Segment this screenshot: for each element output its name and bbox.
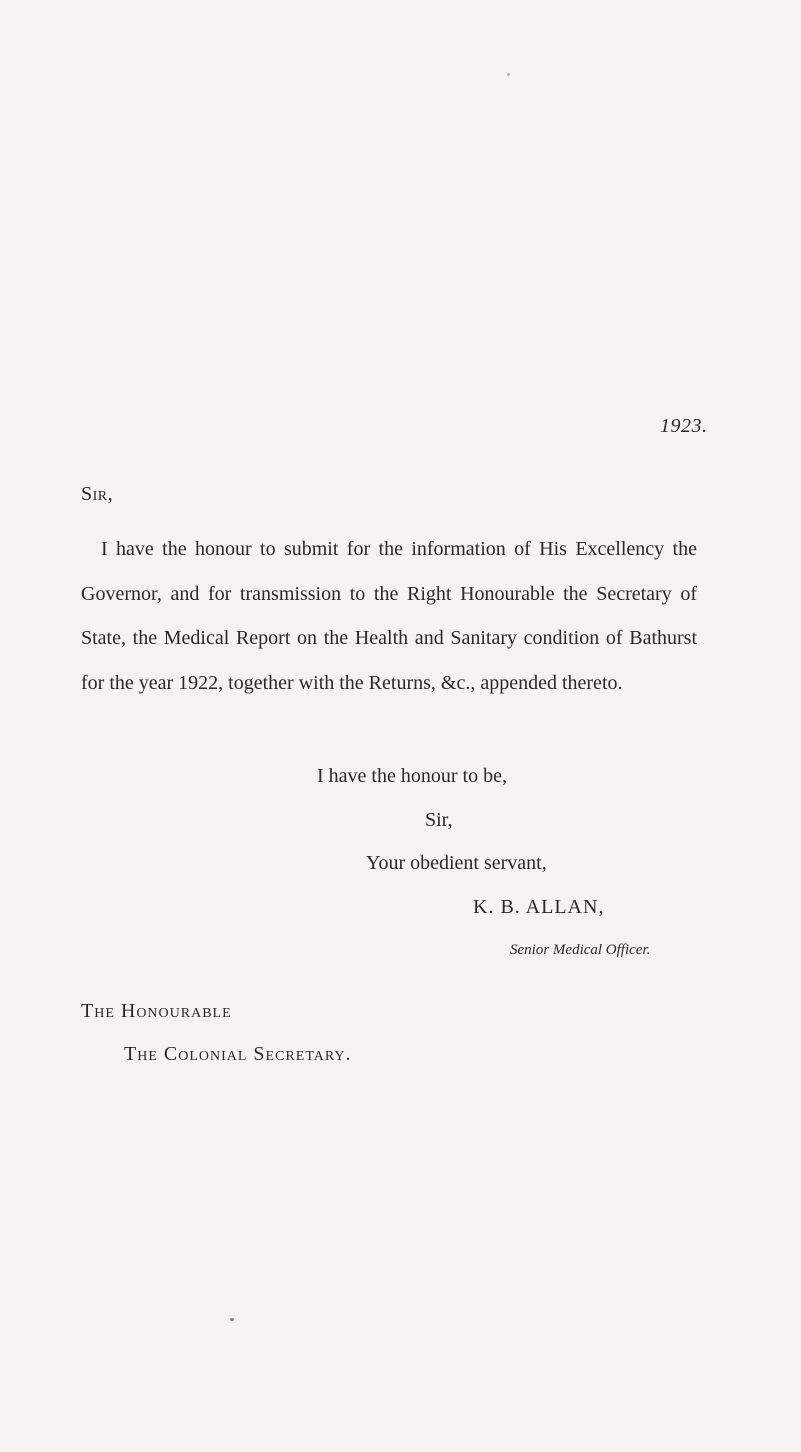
addressee-line-1: The Honourable <box>81 1000 232 1022</box>
signatory-name: K. B. ALLAN, <box>473 896 605 918</box>
paper-speck <box>230 1318 234 1321</box>
letter-year: 1923. <box>660 415 708 437</box>
signatory-title: Senior Medical Officer. <box>510 942 651 958</box>
closing-line-3: Your obedient servant, <box>366 852 547 874</box>
letter-body: I have the honour to submit for the information of His Excellency the Governor, and for transmission to the Right Honourable the Secretary of State, the Medical Report on the Health and Sanitary condition of Bathurst for the year 1922, together with the Returns, &c., appended thereto. <box>81 538 697 694</box>
closing-line-2: Sir, <box>425 809 453 831</box>
salutation: Sir, <box>81 483 114 505</box>
paper-speck <box>507 73 510 76</box>
closing-line-1: I have the honour to be, <box>317 765 507 787</box>
addressee-line-2: The Colonial Secretary. <box>124 1043 352 1065</box>
